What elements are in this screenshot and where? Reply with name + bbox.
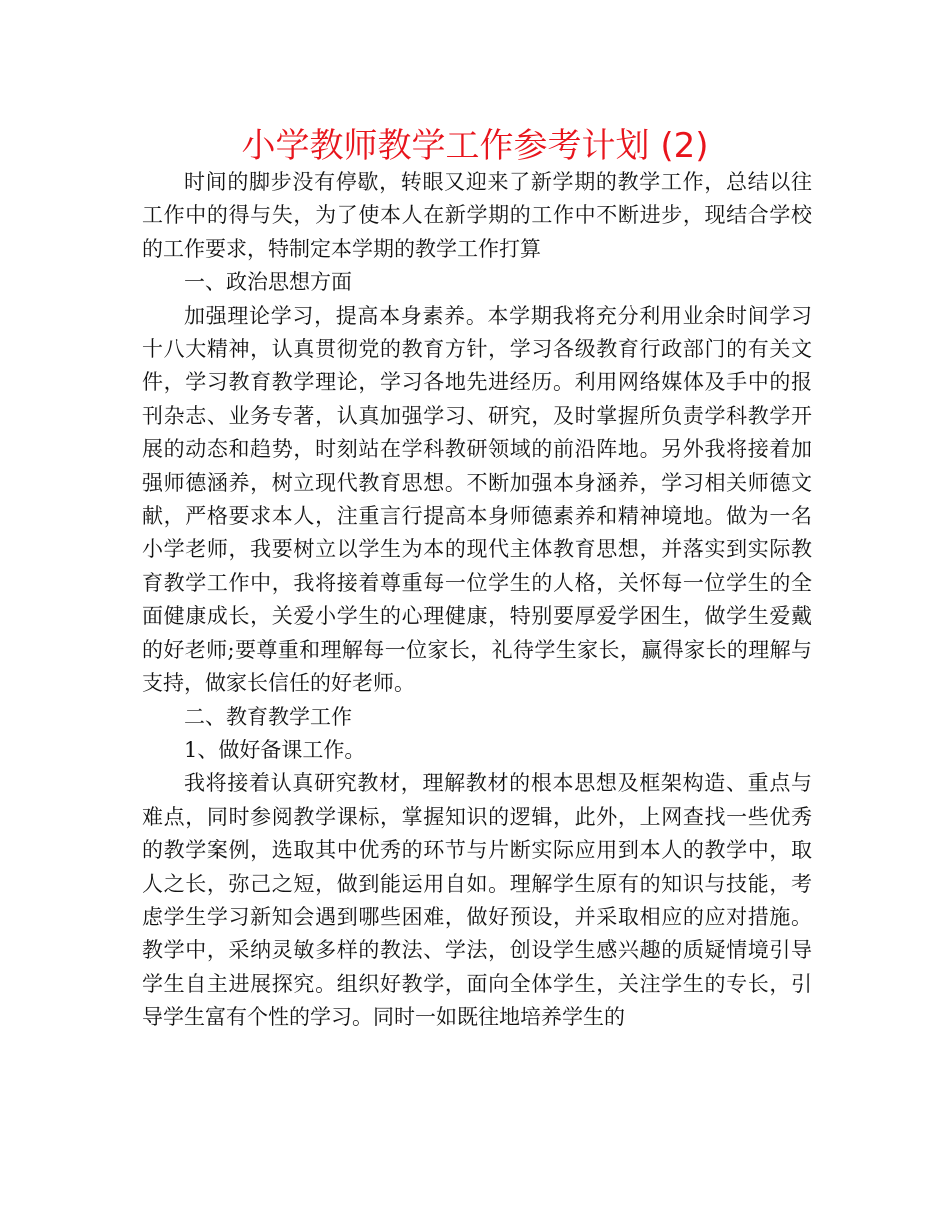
paragraph-political: 加强理论学习，提高本身素养。本学期我将充分利用业余时间学习十八大精神，认真贯彻党的教育方针，学习各级教育行政部门的有关文件，学习教育教学理论，学习各地先进经历。利用网络媒体及手中的报刊杂志、业务专著，认真加强学习、研究，及时掌握所负责学科教学开展的动态和趋势，时刻站在学科教研领域的前沿阵地。另外我将接着加强师德涵养，树立现代教育思想。不断加强本身涵养，学习相关师德文献，严格要求本人，注重言行提高本身师德素养和精神境地。做为一名小学老师，我要树立以学生为本的现代主体教育思想，并落实到实际教育教学工作中，我将接着尊重每一位学生的人格，关怀每一位学生的全面健康成长，关爱小学生的心理健康，特别要厚爱学困生，做学生爱戴的好老师;要尊重和理解每一位家长，礼待学生家长，赢得家长的理解与支持，做家长信任的好老师。 xyxy=(142,303,812,696)
document-title: 小学教师教学工作参考计划 (2) xyxy=(241,126,709,166)
section-heading-political: 一、政治思想方面 xyxy=(184,270,352,295)
section-heading-teaching: 二、教育教学工作 xyxy=(184,704,352,729)
paragraph-lesson-prep: 我将接着认真研究教材，理解教材的根本思想及框架构造、重点与难点，同时参阅教学课标，掌握知识的逻辑，此外，上网查找一些优秀的教学案例，选取其中优秀的环节与片断实际应用到本人的教学中，取人之长，弥己之短，做到能运用自如。理解学生原有的知识与技能，考虑学生学习新知会遇到哪些困难，做好预设，并采取相应的应对措施。教学中，采纳灵敏多样的教法、学法，创设学生感兴趣的质疑情境引导学生自主进展探究。组织好教学，面向全体学生，关注学生的专长，引导学生富有个性的学习。同时一如既往地培养学生的 xyxy=(142,771,812,1030)
document-body xyxy=(142,166,812,1035)
subheading-lesson-prep: 1、做好备课工作。 xyxy=(184,737,366,762)
paragraph-intro: 时间的脚步没有停歇，转眼又迎来了新学期的教学工作，总结以往工作中的得与失，为了使本人在新学期的工作中不断进步，现结合学校的工作要求，特制定本学期的教学工作打算 xyxy=(142,170,812,261)
